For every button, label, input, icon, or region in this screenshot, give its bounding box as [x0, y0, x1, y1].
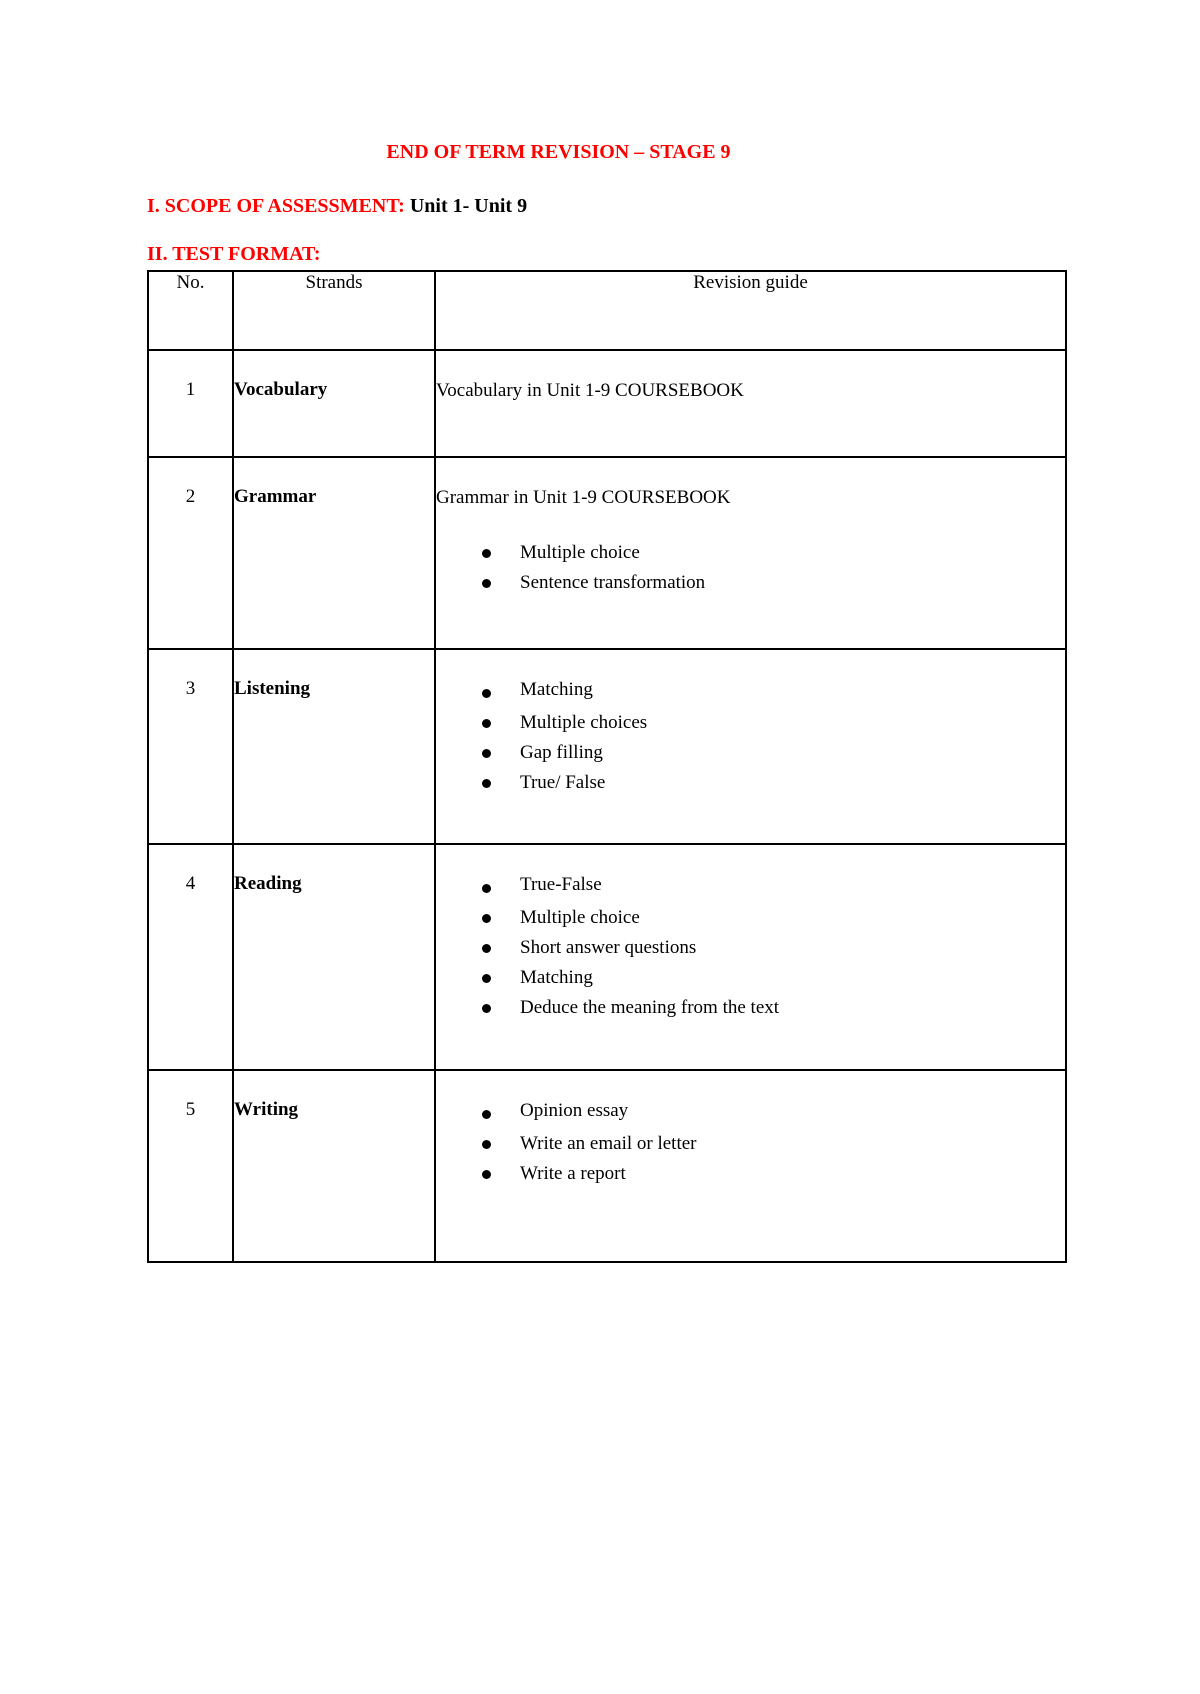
bullet-list: [436, 873, 1065, 1023]
bullet-item: Sentence transformation: [482, 568, 1065, 598]
bullet-item: Write an email or letter: [482, 1129, 1065, 1159]
row-number: 5: [148, 1070, 233, 1262]
row-strand: Listening: [233, 649, 435, 844]
bullet-item: True-False: [482, 873, 1065, 903]
bullet-item: Deduce the meaning from the text: [482, 993, 1065, 1023]
scope-value: Unit 1- Unit 9: [409, 195, 528, 217]
guide-text: Vocabulary in Unit 1-9 COURSEBOOK: [436, 380, 744, 401]
test-format-heading: II. TEST FORMAT:: [147, 243, 321, 265]
row-strand: Reading: [233, 844, 435, 1070]
bullet-item: Write a report: [482, 1159, 1065, 1189]
row-number: 2: [148, 457, 233, 649]
test-format-table: [147, 270, 1067, 1263]
bullet-item: Gap filling: [482, 738, 1065, 768]
row-revision-guide: [435, 1070, 1066, 1262]
header-no: No.: [148, 271, 233, 350]
row-number: 3: [148, 649, 233, 844]
header-strands: Strands: [233, 271, 435, 350]
bullet-item: Multiple choices: [482, 708, 1065, 738]
bullet-item: Matching: [482, 963, 1065, 993]
bullet-list: [436, 678, 1065, 798]
header-revision-guide: Revision guide: [435, 271, 1066, 350]
table-row: [148, 457, 1066, 649]
row-revision-guide: [435, 457, 1066, 649]
bullet-item: True/ False: [482, 768, 1065, 798]
row-revision-guide: [435, 350, 1066, 457]
bullet-list: [436, 1099, 1065, 1189]
page-title: END OF TERM REVISION – STAGE 9: [386, 141, 731, 163]
row-strand: Grammar: [233, 457, 435, 649]
table-header-row: [148, 271, 1066, 350]
bullet-list: [436, 538, 1065, 598]
table-row: [148, 350, 1066, 457]
scope-of-assessment: [147, 194, 527, 218]
bullet-item: Multiple choice: [482, 903, 1065, 933]
bullet-item: Matching: [482, 678, 1065, 708]
row-strand: Writing: [233, 1070, 435, 1262]
bullet-item: Short answer questions: [482, 933, 1065, 963]
table-row: [148, 844, 1066, 1070]
row-revision-guide: [435, 844, 1066, 1070]
bullet-item: Multiple choice: [482, 538, 1065, 568]
table-row: [148, 1070, 1066, 1262]
guide-text: Grammar in Unit 1-9 COURSEBOOK: [436, 487, 731, 508]
row-number: 4: [148, 844, 233, 1070]
row-revision-guide: [435, 649, 1066, 844]
row-strand: Vocabulary: [233, 350, 435, 457]
table-row: [148, 649, 1066, 844]
bullet-item: Opinion essay: [482, 1099, 1065, 1129]
scope-label: I. SCOPE OF ASSESSMENT:: [147, 195, 405, 217]
row-number: 1: [148, 350, 233, 457]
